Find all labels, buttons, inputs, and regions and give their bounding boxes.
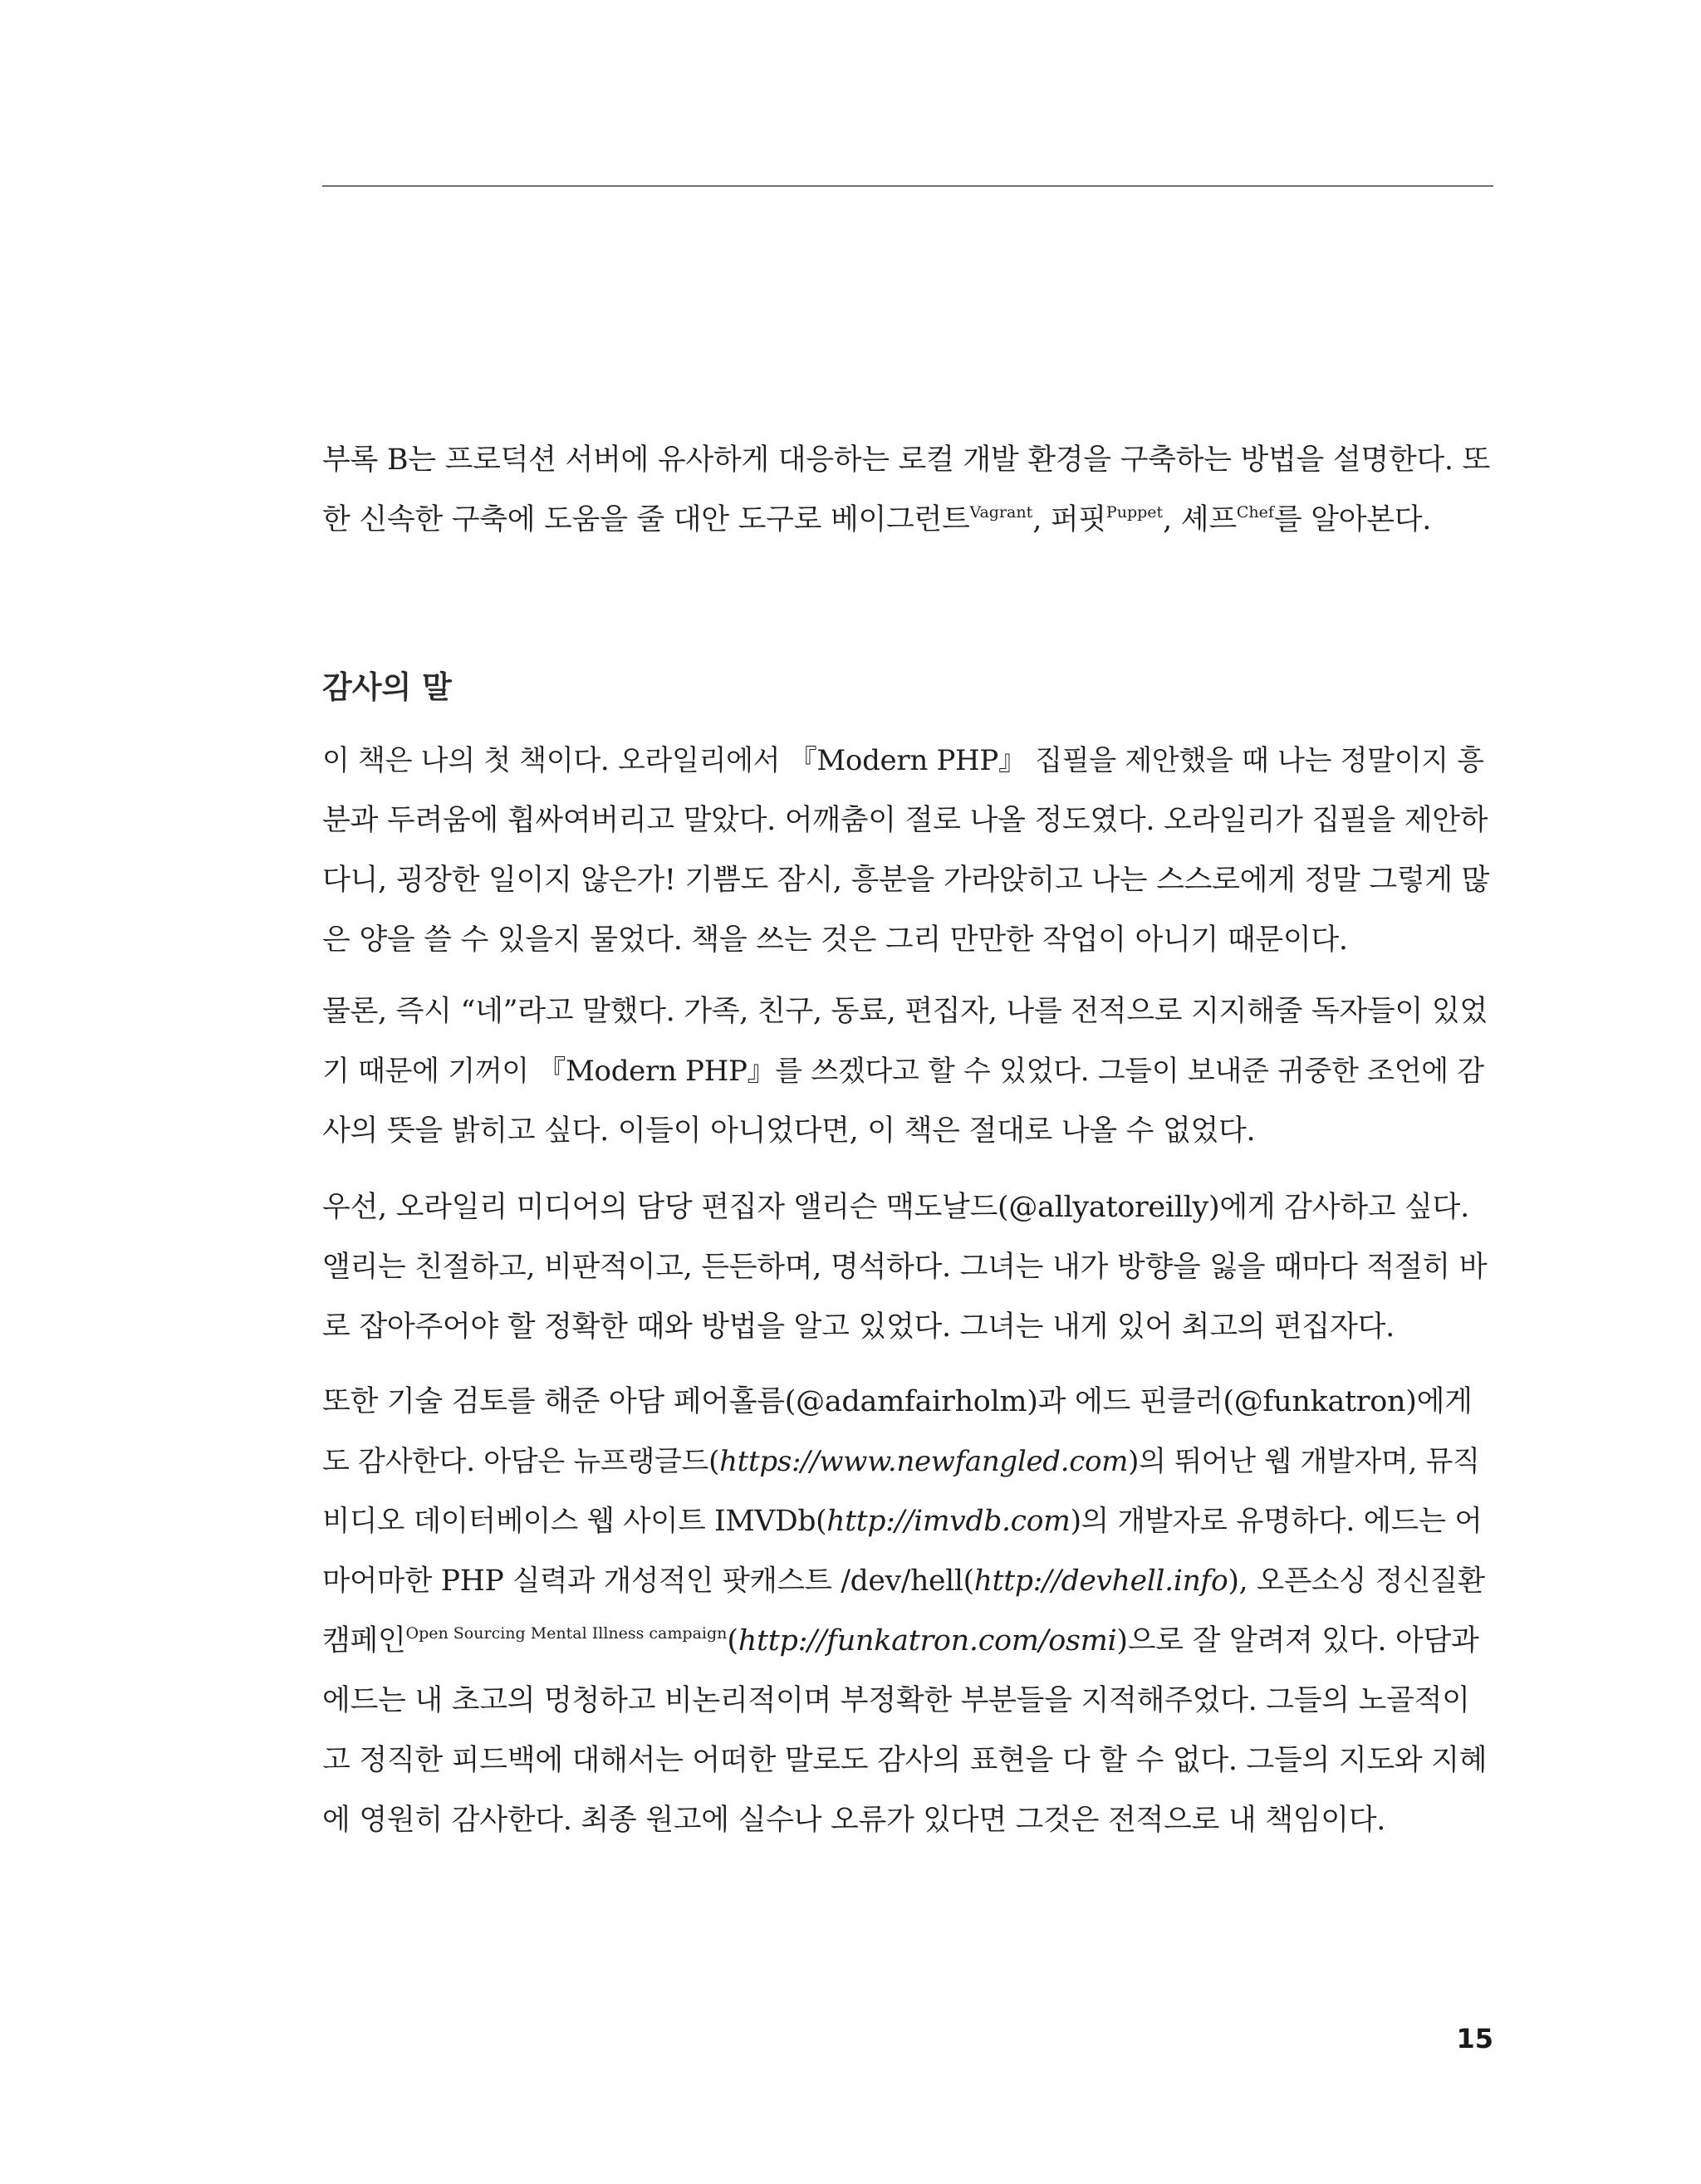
text-line	[322, 1551, 1493, 1611]
section-heading-acknowledgements: 감사의 말	[322, 669, 452, 705]
text-line	[322, 1611, 1493, 1671]
text-line: 고 정직한 피드백에 대해서는 어떠한 말로도 감사의 표현을 다 할 수 없다. 그들의 지도와 지혜	[322, 1744, 1488, 1777]
appendix-b-paragraph	[322, 430, 1493, 550]
acknowledgements-paragraph-3	[322, 1178, 1493, 1357]
text-run: 를 알아본다.	[1273, 503, 1432, 536]
text-line: 기 때문에 기꺼이 『Modern PHP』를 쓰겠다고 할 수 있었다. 그들이 보내준 귀중한 조언에 감	[322, 1055, 1484, 1088]
text-line: 또한 기술 검토를 해준 아담 페어홀름(@adamfairholm)과 에드 핀클러(@funkatron)에게	[322, 1385, 1473, 1418]
imvdb-url: http://imvdb.com	[826, 1505, 1071, 1538]
devhell-url: http://devhell.info	[973, 1565, 1228, 1598]
text-run: 캠페인	[322, 1624, 406, 1658]
text-line	[322, 490, 1493, 550]
header-rule	[322, 185, 1493, 187]
text-line: 로 잡아주어야 할 정확한 때와 방법을 알고 있었다. 그녀는 내게 있어 최고의 편집자다.	[322, 1310, 1395, 1344]
text-run: , 셰프	[1163, 503, 1237, 536]
text-line	[322, 1432, 1493, 1491]
text-line: 앨리는 친절하고, 비판적이고, 든든하며, 명석하다. 그녀는 내가 방향을 잃을 때마다 적절히 바	[322, 1251, 1488, 1284]
term-original-puppet: Puppet	[1105, 503, 1164, 522]
text-run: 한 신속한 구축에 도움을 줄 대안 도구로 베이그런트	[322, 503, 970, 536]
text-run: 마어마한 PHP 실력과 개성적인 팟캐스트 /dev/hell(	[322, 1565, 974, 1598]
term-original-vagrant: Vagrant	[969, 503, 1033, 522]
text-line: 에드는 내 초고의 멍청하고 비논리적이며 부정확한 부분들을 지적해주었다. 그들의 노골적이	[322, 1684, 1470, 1717]
text-line: 물론, 즉시 “네”라고 말했다. 가족, 친구, 동료, 편집자, 나를 전적으로 지지해줄 독자들이 있었	[322, 995, 1488, 1028]
acknowledgements-paragraph-2	[322, 982, 1493, 1161]
newfangled-url: https://www.newfangled.com	[719, 1445, 1129, 1478]
text-line: 다니, 굉장한 일이지 않은가! 기쁨도 잠시, 흥분을 가라앉히고 나는 스스로에게 정말 그렇게 많	[322, 864, 1490, 897]
text-line: 은 양을 쓸 수 있을지 물었다. 책을 쓰는 것은 그리 만만한 작업이 아니기 때문이다.	[322, 923, 1348, 957]
text-run: (	[727, 1624, 738, 1658]
text-line: 분과 두려움에 휩싸여버리고 말았다. 어깨춤이 절로 나올 정도였다. 오라일리가 집필을 제안하	[322, 804, 1488, 837]
text-run: 도 감사한다. 아담은 뉴프랭글드(	[322, 1445, 720, 1478]
text-run: )으로 잘 알려져 있다. 아담과	[1116, 1624, 1479, 1658]
text-run: )의 뛰어난 웹 개발자며, 뮤직	[1128, 1445, 1480, 1478]
text-line: 에 영원히 감사한다. 최종 원고에 실수나 오류가 있다면 그것은 전적으로 내 책임이다.	[322, 1804, 1386, 1837]
osmi-url: http://funkatron.com/osmi	[738, 1624, 1117, 1658]
page-number: 15	[1456, 2023, 1493, 2054]
text-line: 이 책은 나의 첫 책이다. 오라일리에서 『Modern PHP』 집필을 제안했을 때 나는 정말이지 흥	[322, 744, 1484, 777]
text-run: ), 오픈소싱 정신질환	[1228, 1565, 1485, 1598]
text-run: , 퍼핏	[1032, 503, 1106, 536]
text-line: 사의 뜻을 밝히고 싶다. 이들이 아니었다면, 이 책은 절대로 나올 수 없었다.	[322, 1114, 1256, 1148]
term-original-chef: Chef	[1236, 503, 1274, 522]
acknowledgements-paragraph-1	[322, 731, 1493, 970]
text-line	[322, 1491, 1493, 1551]
text-line: 부록 B는 프로덕션 서버에 유사하게 대응하는 로컬 개발 환경을 구축하는 방법을 설명한다. 또	[322, 443, 1491, 477]
term-original-osmi: Open Sourcing Mental Illness campaign	[405, 1624, 728, 1643]
text-line: 우선, 오라일리 미디어의 담당 편집자 앨리슨 맥도날드(@allyatoreilly)에게 감사하고 싶다.	[322, 1191, 1469, 1224]
acknowledgements-paragraph-4	[322, 1372, 1493, 1850]
text-run: 비디오 데이터베이스 웹 사이트 IMVDb(	[322, 1505, 827, 1538]
text-run: )의 개발자로 유명하다. 에드는 어	[1070, 1505, 1483, 1538]
